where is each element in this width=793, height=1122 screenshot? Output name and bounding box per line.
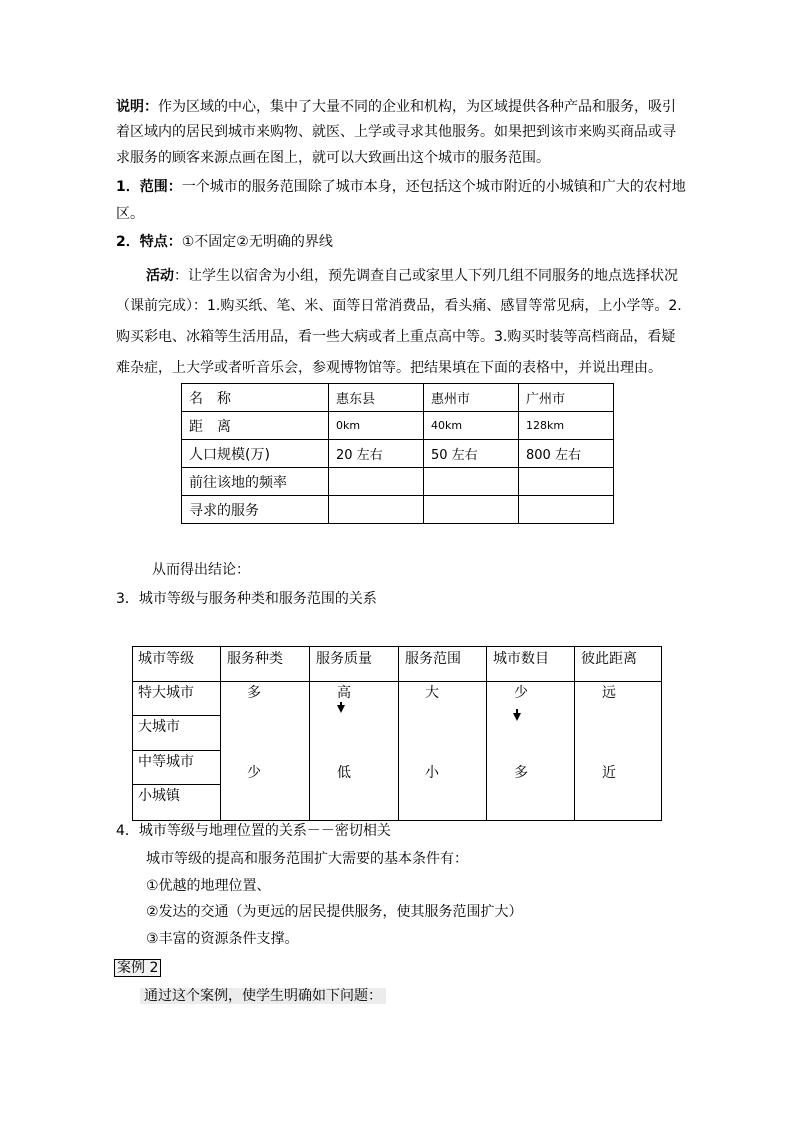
- table-cell: 50 左右: [424, 440, 519, 468]
- level-megacity: 特大城市: [138, 685, 194, 701]
- top-value: 大: [425, 685, 439, 701]
- table-cell: 名 称: [182, 384, 329, 412]
- condition-item: ①优越的地理位置、: [146, 878, 271, 894]
- table-cell: 惠州市: [424, 384, 519, 412]
- row-divider: [133, 715, 220, 716]
- column-divider: [574, 647, 575, 820]
- top-value: 少: [514, 685, 528, 701]
- table-cell: 0km: [329, 412, 424, 440]
- features-label: 2．特点：: [116, 234, 182, 250]
- section3-title: 3．城市等级与服务种类和服务范围的关系: [116, 591, 377, 607]
- scope-label: 1．范围：: [116, 179, 182, 195]
- table-cell: 距 离: [182, 412, 329, 440]
- header-city-count: 城市数目: [493, 651, 549, 667]
- bottom-value: 少: [247, 765, 261, 781]
- case-label-line: [114, 958, 161, 978]
- table-row: [182, 468, 614, 496]
- activity-line-4: 难杂症，上大学或者听音乐会，参观博物馆等。把结果填在下面的表格中，并说出理由。: [116, 360, 662, 376]
- table-cell: [424, 468, 519, 496]
- activity-text-1: ：让学生以宿舍为小组，预先调查自己或家里人下列几组不同服务的地点选择状况: [174, 268, 678, 284]
- table-cell: 40km: [424, 412, 519, 440]
- case-text: 通过这个案例，使学生明确如下问题：: [140, 988, 386, 1004]
- column-divider: [398, 647, 399, 820]
- activity-label: 活动: [146, 268, 174, 284]
- header-service-quality: 服务质量: [316, 651, 372, 667]
- table-cell: 20 左右: [329, 440, 424, 468]
- column-divider: [309, 647, 310, 820]
- case-text-line: [140, 986, 386, 1006]
- scope-line-2: 区。: [116, 206, 144, 222]
- intro-line-2: 着区域内的居民到城市来购物、就医、上学或寻求其他服务。如果把到该市来购买商品或寻: [116, 124, 676, 140]
- bottom-value: 近: [602, 765, 616, 781]
- table-cell: [424, 496, 519, 524]
- row-divider: [133, 750, 220, 751]
- section4-title: 4．城市等级与地理位置的关系－－密切相关: [116, 823, 391, 839]
- table-row: [182, 496, 614, 524]
- activity-line-2: （课前完成）：1.购买纸、笔、米、面等日常消费品，看头痛、感冒等常见病，上小学等。2.: [116, 298, 682, 314]
- table-cell: 寻求的服务: [182, 496, 329, 524]
- column-divider: [486, 647, 487, 820]
- table-cell: 128km: [519, 412, 614, 440]
- header-service-range: 服务范围: [405, 651, 461, 667]
- intro-line-3: 求服务的顾客来源点画在图上，就可以大致画出这个城市的服务范围。: [116, 150, 550, 166]
- bottom-value: 低: [337, 765, 351, 781]
- level-large-city: 大城市: [138, 719, 180, 735]
- table-cell: [329, 496, 424, 524]
- top-value: 多: [247, 685, 261, 701]
- conclusion-text: 从而得出结论：: [152, 562, 250, 578]
- column-divider: [220, 647, 221, 820]
- case-label: 案例 2: [114, 959, 161, 977]
- condition-item: ③丰富的资源条件支撑。: [146, 931, 299, 947]
- table-cell: 广州市: [519, 384, 614, 412]
- scope-text-1: 一个城市的服务范围除了城市本身，还包括这个城市附近的小城镇和广大的农村地: [181, 179, 686, 195]
- header-distance: 彼此距离: [581, 651, 637, 667]
- intro-line-1: [116, 97, 676, 117]
- features-text: ①不固定②无明确的界线: [181, 234, 333, 250]
- row-divider: [133, 784, 220, 785]
- city-hierarchy-table: [132, 646, 662, 821]
- top-value: 高: [337, 685, 351, 701]
- table-cell: 800 左右: [519, 440, 614, 468]
- bottom-value: 多: [514, 765, 528, 781]
- level-small-town: 小城镇: [138, 788, 180, 804]
- arrow-down-icon: [337, 705, 345, 713]
- bottom-value: 小: [425, 765, 439, 781]
- table-cell: [519, 468, 614, 496]
- survey-table: [181, 383, 614, 524]
- table-row: [182, 384, 614, 412]
- table-row: [182, 412, 614, 440]
- top-value: 远: [602, 685, 616, 701]
- table-cell: 惠东县: [329, 384, 424, 412]
- level-medium-city: 中等城市: [138, 754, 194, 770]
- header-city-level: 城市等级: [138, 651, 194, 667]
- table-cell: 前往该地的频率: [182, 468, 329, 496]
- header-divider: [133, 681, 661, 682]
- scope-line-1: [116, 177, 686, 197]
- condition-item: ②发达的交通（为更远的居民提供服务，使其服务范围扩大）: [146, 904, 523, 920]
- arrow-down-icon: [513, 713, 521, 721]
- header-service-types: 服务种类: [227, 651, 283, 667]
- activity-line-1: [146, 266, 678, 286]
- intro-text-1: 作为区域的中心，集中了大量不同的企业和机构，为区域提供各种产品和服务，吸引: [158, 99, 676, 115]
- table-cell: 人口规模(万): [182, 440, 329, 468]
- activity-line-3: 购买彩电、冰箱等生活用品，看一些大病或者上重点高中等。3.购买时装等高档商品，看疑: [116, 329, 676, 345]
- intro-label: 说明：: [116, 99, 158, 115]
- table-row: [182, 440, 614, 468]
- table-cell: [519, 496, 614, 524]
- table-cell: [329, 468, 424, 496]
- features-line: [116, 232, 333, 252]
- section4-intro: 城市等级的提高和服务范围扩大需要的基本条件有：: [146, 851, 468, 867]
